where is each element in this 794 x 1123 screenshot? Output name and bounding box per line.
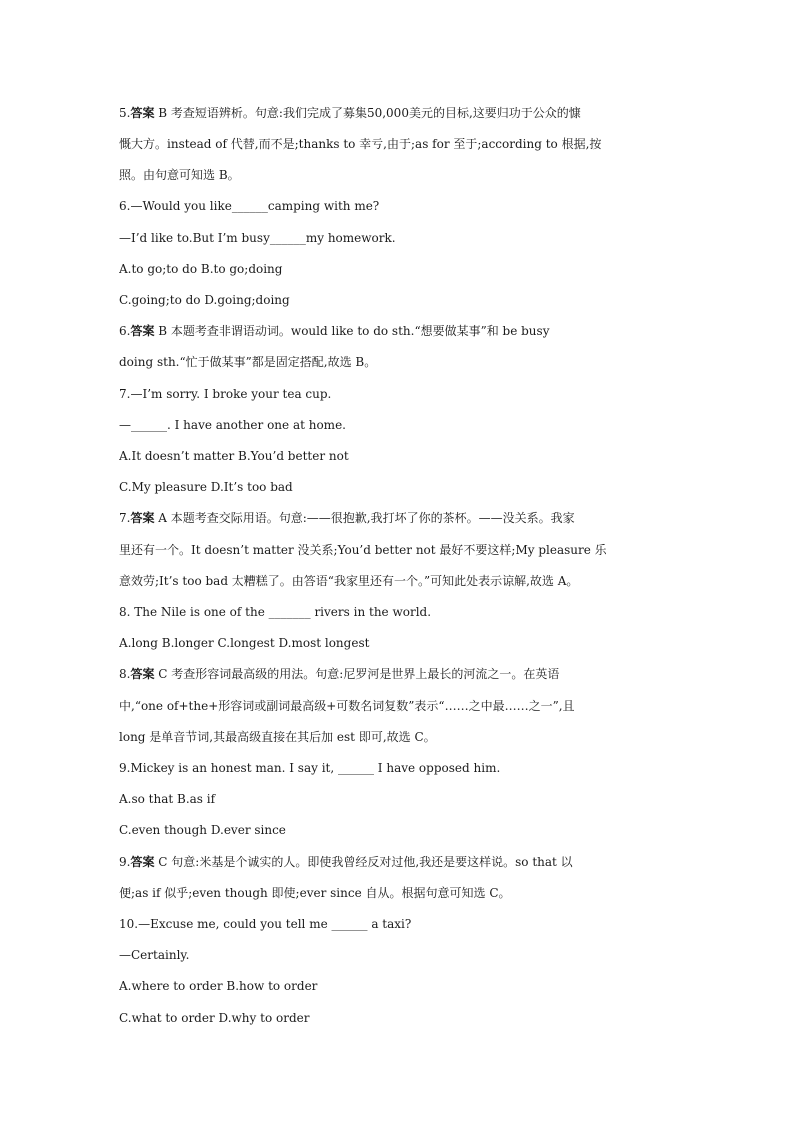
q9-options-line-1: A.so that B.as if [119,792,216,806]
q5-answer-line-1 [119,105,679,121]
q7-options-line-1: A.It doesn’t matter B.You’d better not [119,449,349,463]
q7-answer-line-3: 意效劳;It’s too bad 太糟糕了。由答语“我家里还有一个。”可知此处表示谅解,故选 A。 [119,574,579,588]
q6-answer-text-1: B 本题考查非谓语动词。would like to do sth.“想要做某事”和 be busy [154,324,550,338]
q6-answer-number: 6. [119,324,131,338]
q6-stem-line-2: —I’d like to.But I’m busy______my homework. [119,231,396,245]
q5-answer-number: 5. [119,106,131,120]
q7-answer-line-1 [119,510,679,526]
q9-answer-text-1: C 句意:米基是个诚实的人。即使我曾经反对过他,我还是要这样说。so that 以 [154,855,573,869]
q6-stem-line-1: 6.—Would you like______camping with me? [119,199,380,213]
q7-answer-label: 答案 [130,511,155,525]
q8-answer-number: 8. [119,667,131,681]
q10-stem-line-2: —Certainly. [119,948,190,962]
q7-stem-line-1: 7.—I’m sorry. I broke your tea cup. [119,387,332,401]
q5-answer-text-1: B 考查短语辨析。句意:我们完成了募集50,000美元的目标,这要归功于公众的慷 [154,106,581,120]
q5-answer-line-3: 照。由句意可知选 B。 [119,168,240,182]
q8-answer-line-3: long 是单音节词,其最高级直接在其后加 est 即可,故选 C。 [119,730,436,744]
q9-answer-line-1 [119,854,679,870]
q7-stem-line-2: —______. I have another one at home. [119,418,346,432]
q7-options-line-2: C.My pleasure D.It’s too bad [119,480,293,494]
q10-options-line-2: C.what to order D.why to order [119,1011,310,1025]
q5-answer-line-2: 慨大方。instead of 代替,而不是;thanks to 幸亏,由于;as for 至于;according to 根据,按 [119,137,602,151]
q6-answer-label: 答案 [130,324,155,338]
q9-answer-line-2: 便;as if 似乎;even though 即使;ever since 自从。根据句意可知选 C。 [119,886,511,900]
q8-answer-line-2: 中,“one of+the+形容词或副词最高级+可数名词复数”表示“……之中最……之一”,且 [119,699,575,713]
q6-answer-line-2: doing sth.“忙于做某事”都是固定搭配,故选 B。 [119,355,377,369]
q5-answer-label: 答案 [130,106,155,120]
q6-options-line-1: A.to go;to do B.to go;doing [119,262,283,276]
q9-stem-line-1: 9.Mickey is an honest man. I say it, ______ I have opposed him. [119,761,501,775]
q7-answer-number: 7. [119,511,131,525]
q7-answer-line-2: 里还有一个。It doesn’t matter 没关系;You’d better not 最好不要这样;My pleasure 乐 [119,543,607,557]
q10-options-line-1: A.where to order B.how to order [119,979,318,993]
q9-options-line-2: C.even though D.ever since [119,823,286,837]
q9-answer-label: 答案 [130,855,155,869]
q6-options-line-2: C.going;to do D.going;doing [119,293,290,307]
q9-answer-number: 9. [119,855,131,869]
q6-answer-line-1 [119,323,679,339]
q8-answer-text-1: C 考查形容词最高级的用法。句意:尼罗河是世界上最长的河流之一。在英语 [154,667,560,681]
q8-options-line-1: A.long B.longer C.longest D.most longest [119,636,370,650]
q8-stem-line-1: 8. The Nile is one of the _______ rivers in the world. [119,605,432,619]
q8-answer-line-1 [119,666,679,682]
q10-stem-line-1: 10.—Excuse me, could you tell me ______ a taxi? [119,917,412,931]
q8-answer-label: 答案 [130,667,155,681]
q7-answer-text-1: A 本题考查交际用语。句意:——很抱歉,我打坏了你的茶杯。——没关系。我家 [154,511,575,525]
